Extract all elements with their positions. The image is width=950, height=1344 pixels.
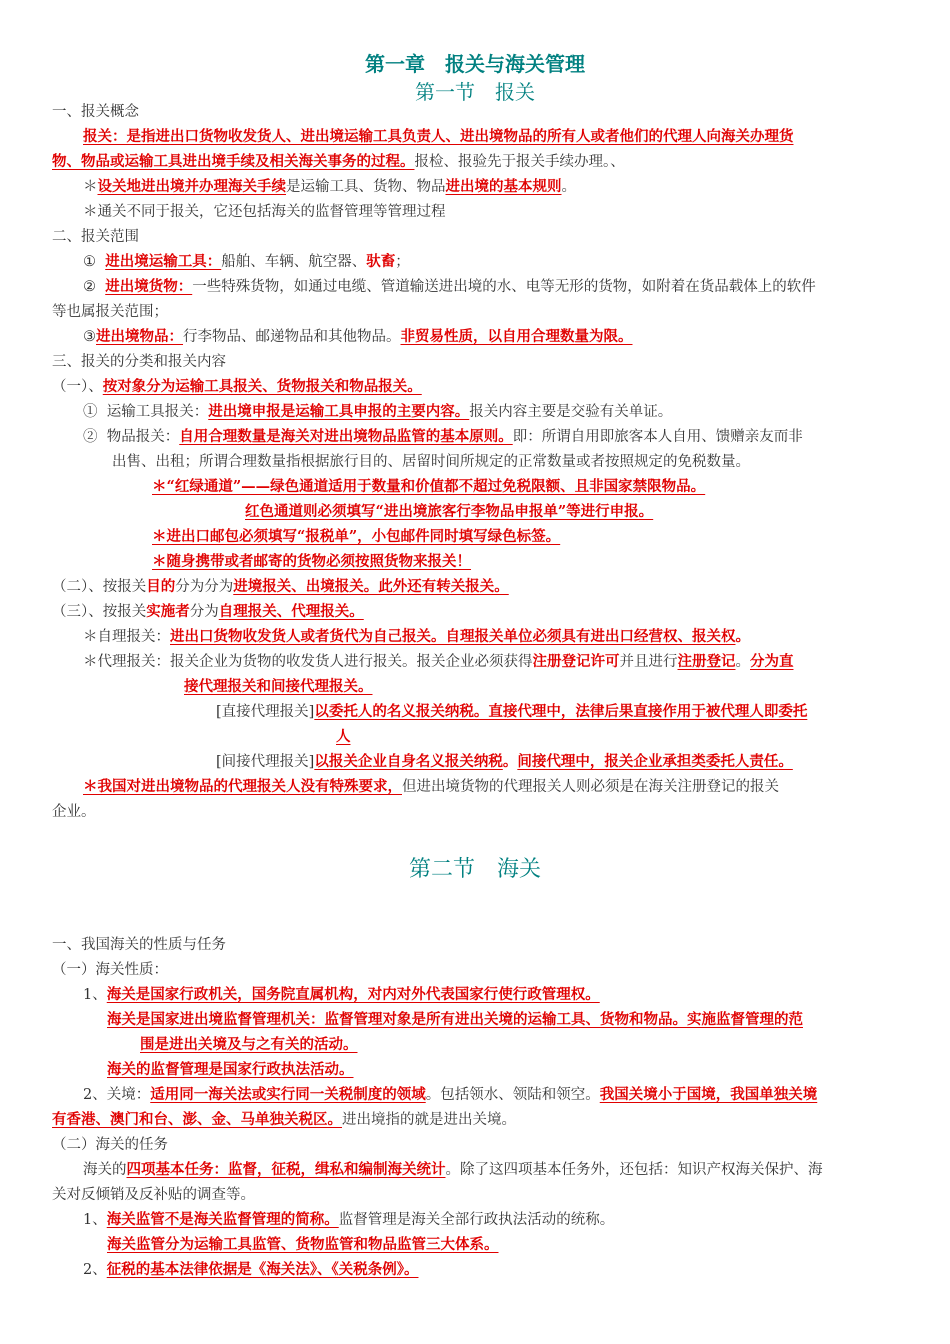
class-1b-cont: 出售、出租；所谓合理数量指根据旅行目的、居留时间所规定的正常数量或者按照规定的免税数量。 xyxy=(112,454,750,470)
tasks-line: 海关的四项基本任务：监督，征税，缉私和编制海关统计。除了这四项基本任务外，还包括：知识产权海关保护、海 xyxy=(83,1161,823,1178)
self-declaration: ＊自理报关：进出口货物收发货人或者货代为自己报关。自理报关单位必须具有进出口经营权、报关权。 xyxy=(83,628,750,645)
supervision-1: 1、海关监管不是海关监督管理的简称。监督管理是海关全部行政执法活动的统称。 xyxy=(83,1211,615,1228)
heading-concept: 一、报关概念 xyxy=(52,104,139,120)
parcel-note: ＊进出口邮包必须填写“报税单”，小包邮件同时填写绿色标签。 xyxy=(152,528,561,545)
heading-nature: （一）海关性质： xyxy=(52,962,168,978)
carry-note: ＊随身携带或者邮寄的货物必须按照货物来报关！ xyxy=(152,553,471,570)
chapter-title: 第一章 报关与海关管理 xyxy=(365,52,585,76)
nature-2-cont: 围是进出关境及与之有关的活动。 xyxy=(140,1036,358,1053)
supervision-2: 海关监管分为运输工具监管、货物监管和物品监管三大体系。 xyxy=(107,1236,499,1253)
definition-line-2: 物、物品或运输工具进出境手续及相关海关事务的过程。报检、报验先于报关手续办理。、 xyxy=(52,153,625,170)
definition-line-1: 报关：是指进出口货物收发货人、进出境运输工具负责人、进出境物品的所有人或者他们的代理人向海关办理货 xyxy=(83,128,794,145)
agent-declaration-cont: 接代理报关和间接代理报关。 xyxy=(184,678,373,695)
heading-scope: 二、报关范围 xyxy=(52,229,139,245)
green-channel-note: ＊“红绿通道”——绿色通道适用于数量和价值都不超过免税限额、且非国家禁限物品。 xyxy=(152,478,706,495)
direct-agency-cont: 人 xyxy=(336,728,351,745)
heading-classification: 三、报关的分类和报关内容 xyxy=(52,354,226,370)
heading-nature-tasks: 一、我国海关的性质与任务 xyxy=(52,937,226,953)
heading-tasks: （二）海关的任务 xyxy=(52,1137,168,1153)
scope-item-1: ① 进出境运输工具：船舶、车辆、航空器、驮畜； xyxy=(83,253,410,270)
class-1a: ① 运输工具报关：进出境申报是运输工具申报的主要内容。报关内容主要是交验有关单证。 xyxy=(83,403,673,420)
clearance-note: ＊通关不同于报关，它还包括海关的监督管理等管理过程 xyxy=(83,204,446,220)
class-1: （一）、按对象分为运输工具报关、货物报关和物品报关。 xyxy=(52,378,422,395)
rule-line: ＊设关地进出境并办理海关手续是运输工具、货物、物品进出境的基本规则。 xyxy=(83,178,576,195)
scope-item-2-cont: 等也属报关范围； xyxy=(52,304,168,320)
tasks-line-cont: 关对反倾销及反补贴的调查等。 xyxy=(52,1187,255,1203)
class-1b: ② 物品报关：自用合理数量是海关对进出境物品监管的基本原则。即：所谓自用即旅客本人自用、馈赠亲友而非 xyxy=(83,428,803,445)
agent-declaration: ＊代理报关：报关企业为货物的收发货人进行报关。报关企业必须获得注册登记许可并且进行注册登记。分为直 xyxy=(83,653,794,670)
scope-item-3: ③进出境物品：行李物品、邮递物品和其他物品。非贸易性质，以自用合理数量为限。 xyxy=(83,328,633,345)
class-2: （二）、按报关目的分为分为进境报关、出境报关。此外还有转关报关。 xyxy=(52,578,509,595)
indirect-agency: [间接代理报关]以报关企业自身名义报关纳税。间接代理中，报关企业承担类委托人责任。 xyxy=(216,753,793,770)
customs-territory-cont: 有香港、澳门和台、澎、金、马单独关税区。进出境指的就是进出关境。 xyxy=(52,1111,516,1128)
red-channel-note: 红色通道则必须填写“进出境旅客行李物品申报单”等进行申报。 xyxy=(245,503,654,520)
scope-item-2: ② 进出境货物：一些特殊货物，如通过电缆、管道输送进出境的水、电等无形的货物，如附着在货品载体上的软件 xyxy=(83,278,816,295)
taxation-basis: 2、征税的基本法律依据是《海关法》、《关税条例》。 xyxy=(83,1261,419,1278)
section-2-title: 第二节 海关 xyxy=(408,857,541,882)
direct-agency: [直接代理报关]以委托人的名义报关纳税。直接代理中，法律后果直接作用于被代理人即委托 xyxy=(216,703,808,720)
agent-requirement: ＊我国对进出境物品的代理报关人没有特殊要求，但进出境货物的代理报关人则必须是在海关注册登记的报关 xyxy=(83,778,779,795)
class-3: （三）、按报关实施者分为自理报关、代理报关。 xyxy=(52,603,364,620)
customs-territory: 2、关境：适用同一海关法或实行同一关税制度的领域。包括领水、领陆和领空。我国关境小于国境，我国单独关境 xyxy=(83,1086,818,1103)
nature-2: 海关是国家进出境监督管理机关：监督管理对象是所有进出关境的运输工具、货物和物品。实施监督管理的范 xyxy=(107,1011,803,1028)
section-title: 第一节 报关 xyxy=(415,80,535,104)
nature-3: 海关的监督管理是国家行政执法活动。 xyxy=(107,1061,354,1078)
nature-1: 1、海关是国家行政机关，国务院直属机构，对内对外代表国家行使行政管理权。 xyxy=(83,986,600,1003)
agent-requirement-cont: 企业。 xyxy=(52,804,96,820)
